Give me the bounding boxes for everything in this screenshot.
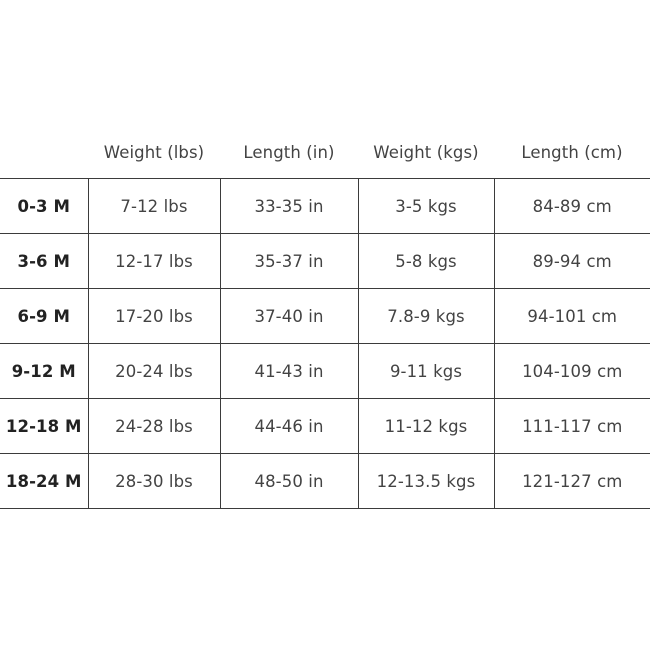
cell-age: 9-12 M	[0, 344, 88, 399]
table-header-row	[0, 126, 650, 179]
cell-weight-lbs: 12-17 lbs	[88, 234, 220, 289]
cell-length-cm: 84-89 cm	[494, 179, 650, 234]
cell-weight-kgs: 5-8 kgs	[358, 234, 494, 289]
cell-weight-lbs: 20-24 lbs	[88, 344, 220, 399]
cell-weight-kgs: 3-5 kgs	[358, 179, 494, 234]
column-header-length-cm: Length (cm)	[521, 142, 623, 162]
cell-length-in: 41-43 in	[220, 344, 358, 399]
cell-age: 18-24 M	[0, 454, 88, 509]
cell-length-in: 48-50 in	[220, 454, 358, 509]
table-row	[0, 454, 650, 509]
cell-weight-lbs: 28-30 lbs	[88, 454, 220, 509]
cell-weight-kgs: 7.8-9 kgs	[358, 289, 494, 344]
column-header-age	[0, 126, 88, 179]
cell-length-cm: 104-109 cm	[494, 344, 650, 399]
table-row	[0, 344, 650, 399]
column-header-weight-kgs: Weight (kgs)	[373, 142, 479, 162]
size-chart-table	[0, 126, 650, 509]
cell-length-cm: 111-117 cm	[494, 399, 650, 454]
cell-weight-kgs: 12-13.5 kgs	[358, 454, 494, 509]
cell-length-cm: 89-94 cm	[494, 234, 650, 289]
cell-age: 12-18 M	[0, 399, 88, 454]
table-row	[0, 289, 650, 344]
cell-weight-kgs: 11-12 kgs	[358, 399, 494, 454]
cell-length-cm: 94-101 cm	[494, 289, 650, 344]
table-body	[0, 179, 650, 509]
cell-weight-kgs: 9-11 kgs	[358, 344, 494, 399]
table-row	[0, 179, 650, 234]
cell-length-in: 37-40 in	[220, 289, 358, 344]
cell-age: 6-9 M	[0, 289, 88, 344]
cell-length-in: 35-37 in	[220, 234, 358, 289]
column-header-length-in: Length (in)	[243, 142, 335, 162]
cell-weight-lbs: 17-20 lbs	[88, 289, 220, 344]
cell-weight-lbs: 7-12 lbs	[88, 179, 220, 234]
cell-length-cm: 121-127 cm	[494, 454, 650, 509]
column-header-weight-lbs: Weight (lbs)	[103, 142, 205, 162]
cell-weight-lbs: 24-28 lbs	[88, 399, 220, 454]
cell-age: 3-6 M	[0, 234, 88, 289]
cell-length-in: 44-46 in	[220, 399, 358, 454]
table-row	[0, 399, 650, 454]
table-header	[0, 126, 650, 179]
cell-age: 0-3 M	[0, 179, 88, 234]
cell-length-in: 33-35 in	[220, 179, 358, 234]
table-row	[0, 234, 650, 289]
